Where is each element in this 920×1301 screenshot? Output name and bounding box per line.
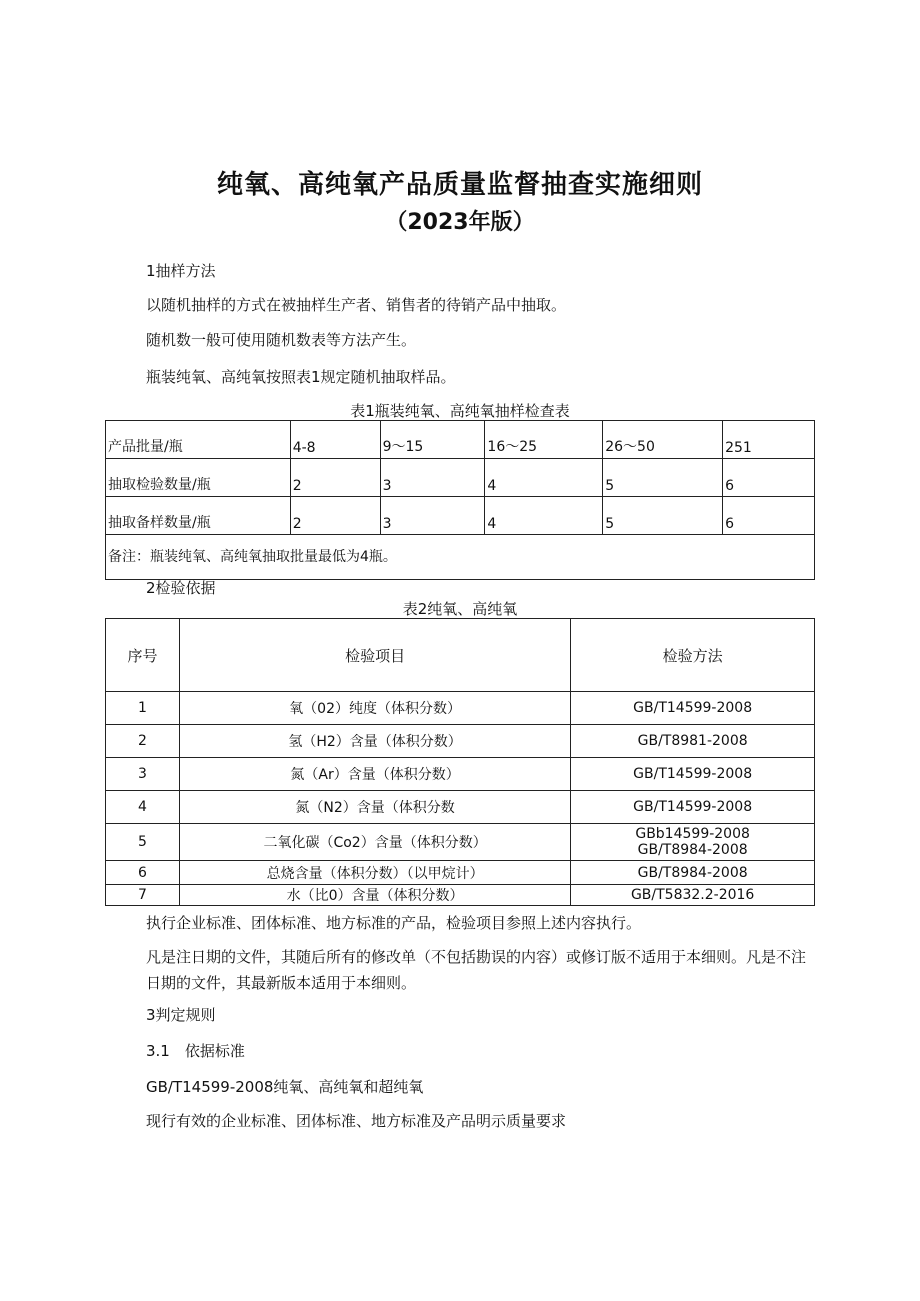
table-cell: 5 [603, 459, 723, 497]
table-cell: 抽取备样数量/瓶 [106, 497, 291, 535]
table-cell: 3 [106, 758, 180, 791]
table-cell [571, 824, 815, 861]
table-cell: 6 [723, 497, 815, 535]
table-row [106, 885, 815, 906]
table-cell: 抽取检验数量/瓶 [106, 459, 291, 497]
section-3-heading: 3判定规则 [146, 1006, 216, 1024]
table-cell: 2 [106, 725, 180, 758]
table-row [106, 725, 815, 758]
table-row [106, 824, 815, 861]
table-row [106, 497, 815, 535]
paragraph: 瓶装纯氧、高纯氧按照表1规定随机抽取样品。 [146, 368, 456, 386]
paragraph: GB/T14599-2008纯氧、高纯氧和超纯氧 [146, 1078, 424, 1096]
section-1-heading: 1抽样方法 [146, 262, 216, 280]
table-cell: GB/T14599-2008 [571, 758, 815, 791]
paragraph: 现行有效的企业标准、团体标准、地方标准及产品明示质量要求 [146, 1112, 567, 1130]
table-row [106, 692, 815, 725]
table-2-caption: 表2纯氧、高纯氧 [402, 600, 518, 618]
paragraph: 以随机抽样的方式在被抽样生产者、销售者的待销产品中抽取。 [146, 296, 567, 314]
table-cell: 3 [380, 459, 485, 497]
column-header: 检验方法 [571, 619, 815, 692]
table-1-caption: 表1瓶装纯氧、高纯氧抽样检查表 [350, 402, 570, 420]
sampling-table [105, 420, 815, 580]
table-cell: 2 [290, 459, 380, 497]
table-cell: 氮（Ar）含量（体积分数） [179, 758, 570, 791]
method-line: GB/T8984-2008 [637, 842, 748, 858]
table-row [106, 791, 815, 824]
table-cell: 总烧含量（体积分数）（以甲烷计） [179, 861, 570, 885]
table-cell: GB/T14599-2008 [571, 692, 815, 725]
table-cell: 26～50 [603, 421, 723, 459]
column-header: 检验项目 [179, 619, 570, 692]
method-line: GBb14599-2008 [635, 826, 750, 842]
table-cell: 二氧化碳（Co2）含量（体积分数） [179, 824, 570, 861]
table-cell: 氧（02）纯度（体积分数） [179, 692, 570, 725]
table-cell: GB/T8984-2008 [571, 861, 815, 885]
paragraph: 凡是注日期的文件，其随后所有的修改单（不包括勘误的内容）或修订版不适用于本细则。凡是不注日期的文件，其最新版本适用于本细则。 [146, 948, 807, 992]
table-cell: 9～15 [380, 421, 485, 459]
column-header: 序号 [106, 619, 180, 692]
table-cell: 7 [106, 885, 180, 906]
table-cell: 4-8 [290, 421, 380, 459]
table-cell: 6 [106, 861, 180, 885]
table-cell: GB/T5832.2-2016 [571, 885, 815, 906]
table-header-row [106, 619, 815, 692]
table-row [106, 861, 815, 885]
table-cell: 251 [723, 421, 815, 459]
table-cell: GB/T14599-2008 [571, 791, 815, 824]
table-cell: 4 [485, 497, 603, 535]
table-cell: 水（比0）含量（体积分数） [179, 885, 570, 906]
section-3-1-heading: 3.1 依据标准 [146, 1042, 245, 1060]
table-note: 备注：瓶装纯氧、高纯氧抽取批量最低为4瓶。 [106, 535, 815, 580]
page-subtitle: （2023年版） [385, 210, 535, 235]
table-cell: 16～25 [485, 421, 603, 459]
paragraph: 执行企业标准、团体标准、地方标准的产品，检验项目参照上述内容执行。 [146, 914, 642, 932]
table-cell: 5 [603, 497, 723, 535]
page-title: 纯氧、高纯氧产品质量监督抽查实施细则 [216, 170, 703, 200]
table-row [106, 421, 815, 459]
inspection-table [105, 618, 815, 906]
table-cell: 产品批量/瓶 [106, 421, 291, 459]
table-cell: 2 [290, 497, 380, 535]
table-cell: 4 [485, 459, 603, 497]
section-2-heading: 2检验依据 [146, 579, 216, 597]
table-cell: 5 [106, 824, 180, 861]
table-cell: 6 [723, 459, 815, 497]
table-cell: GB/T8981-2008 [571, 725, 815, 758]
table-cell: 氮（N2）含量（体积分数 [179, 791, 570, 824]
table-cell: 3 [380, 497, 485, 535]
table-note-row [106, 535, 815, 580]
table-cell: 1 [106, 692, 180, 725]
paragraph: 随机数一般可使用随机数表等方法产生。 [146, 331, 417, 349]
table-row [106, 758, 815, 791]
table-row [106, 459, 815, 497]
table-cell: 氢（H2）含量（体积分数） [179, 725, 570, 758]
table-cell: 4 [106, 791, 180, 824]
